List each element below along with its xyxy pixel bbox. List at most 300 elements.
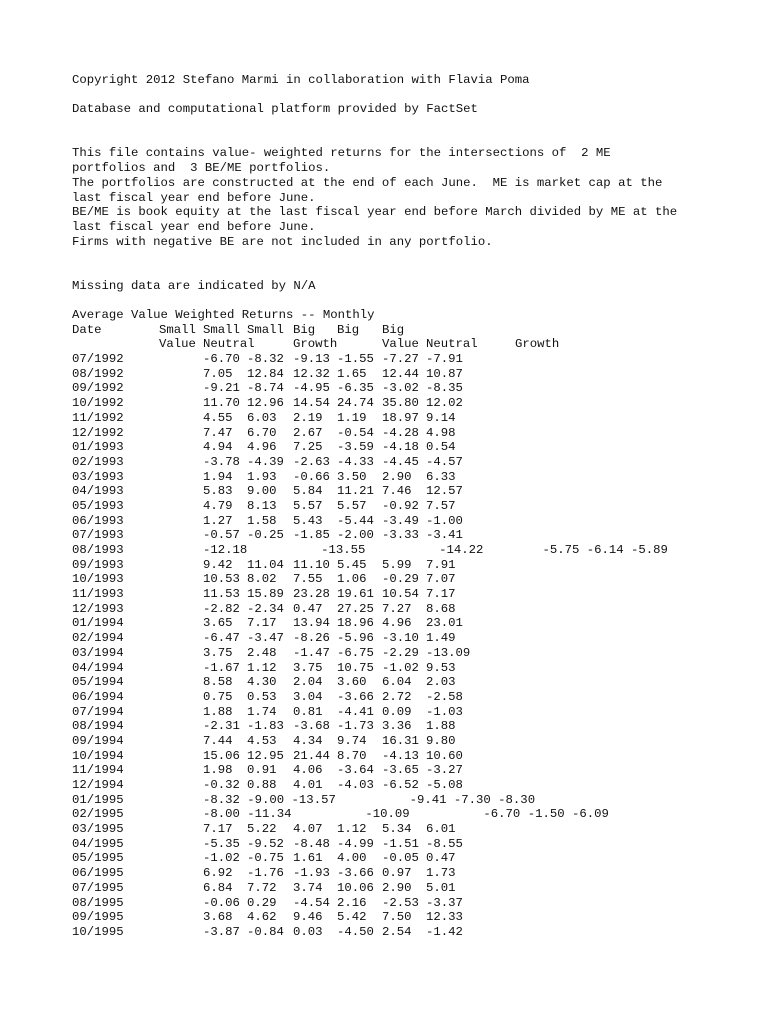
date-cell: 07/1995	[72, 880, 124, 895]
value-cell: -1.51	[382, 836, 419, 851]
value-cell: 0.91	[247, 763, 277, 778]
table-row	[72, 719, 752, 734]
value-cell: 3.04	[293, 689, 323, 704]
value-cell: 6.01	[426, 822, 456, 837]
table-row	[72, 646, 752, 661]
value-cell: 1.94	[203, 469, 233, 484]
description-block	[72, 146, 752, 249]
value-cell: -3.78	[203, 454, 240, 469]
value-cell: -1.76	[247, 866, 284, 881]
value-cell: -4.50	[337, 924, 374, 939]
table-row	[72, 367, 752, 382]
value-cell: -8.26	[293, 631, 330, 646]
value-cell: -7.91	[426, 352, 463, 367]
value-cell: -8.32	[247, 352, 284, 367]
value-cell: 6.70	[247, 425, 277, 440]
value-cell: 13.94	[293, 616, 330, 631]
value-cell: 19.61	[337, 587, 374, 602]
value-cell: -1.03	[426, 704, 463, 719]
value-cell: 5.99	[382, 557, 412, 572]
table-row	[72, 705, 752, 720]
value-cell: 1.27	[203, 513, 233, 528]
description-line: last fiscal year end before June.	[72, 219, 316, 234]
value-cell: 3.74	[293, 880, 323, 895]
column-header: Growth	[515, 337, 560, 352]
value-cell: -4.03	[337, 778, 374, 793]
value-cell: 0.29	[247, 895, 277, 910]
table-row	[72, 543, 752, 558]
value-cell: 1.49	[426, 631, 456, 646]
value-cell: 12.32	[293, 366, 330, 381]
value-cell: 5.57	[293, 498, 323, 513]
description-line: This file contains value- weighted returns for the intersections of 2 ME	[72, 146, 611, 161]
date-cell: 10/1993	[72, 572, 124, 587]
value-cell: 8.70	[337, 748, 367, 763]
date-cell: 12/1992	[72, 425, 124, 440]
date-cell: 10/1995	[72, 924, 124, 939]
value-cell: 9.14	[426, 410, 456, 425]
value-cell: 11.53	[203, 587, 240, 602]
value-cell: 11.21	[337, 484, 374, 499]
table-row	[72, 807, 752, 822]
value-cell: 0.47	[426, 851, 456, 866]
copyright-line: Copyright 2012 Stefano Marmi in collaboration with Flavia Poma	[72, 73, 530, 87]
table-row	[72, 631, 752, 646]
value-cell: -8.48	[293, 836, 330, 851]
value-cell: -5.35	[203, 836, 240, 851]
value-cell: 0.03	[293, 924, 323, 939]
value-cell: -5.44	[337, 513, 374, 528]
value-cell: 2.48	[247, 645, 277, 660]
value-cell: 7.46	[382, 484, 412, 499]
value-cell: 12.57	[426, 484, 463, 499]
value-cell: -3.02	[382, 381, 419, 396]
table-row	[72, 499, 752, 514]
value-cell: 21.44	[293, 748, 330, 763]
description-line: portfolios and 3 BE/ME portfolios.	[72, 161, 331, 176]
value-cell: -0.84	[247, 924, 284, 939]
value-cell: -4.95	[293, 381, 330, 396]
value-cell: -9.13	[293, 352, 330, 367]
value-cell: 15.06	[203, 748, 240, 763]
value-cell: -8.35	[426, 381, 463, 396]
date-cell: 02/1995	[72, 807, 124, 822]
table-row	[72, 690, 752, 705]
value-cell: -3.37	[426, 895, 463, 910]
date-cell: 06/1994	[72, 689, 124, 704]
value-cell: 4.79	[203, 498, 233, 513]
table-row	[72, 352, 752, 367]
value-cell: -4.54	[293, 895, 330, 910]
value-cell: 7.17	[203, 822, 233, 837]
date-cell: 11/1992	[72, 410, 124, 425]
value-cell: -5.08	[426, 778, 463, 793]
value-cell: -0.05	[382, 851, 419, 866]
value-cell: 2.19	[293, 410, 323, 425]
value-cell: -4.57	[426, 454, 463, 469]
value-cell: -0.66	[293, 469, 330, 484]
value-cell: -3.68	[293, 719, 330, 734]
value-cell: 4.30	[247, 675, 277, 690]
table-row	[72, 749, 752, 764]
value-cell: 27.25	[337, 601, 374, 616]
value-cell: -2.29	[382, 645, 419, 660]
table-row	[72, 440, 752, 455]
value-cell: 4.96	[382, 616, 412, 631]
value-cell: 5.22	[247, 822, 277, 837]
value-cell: -1.00	[426, 513, 463, 528]
table-row	[72, 616, 752, 631]
value-cell: 3.60	[337, 675, 367, 690]
column-header: Small	[203, 322, 240, 337]
date-cell: 01/1995	[72, 792, 124, 807]
value-cell: 3.50	[337, 469, 367, 484]
value-cell: 0.47	[293, 601, 323, 616]
table-row	[72, 866, 752, 881]
value-cell: -4.99	[337, 836, 374, 851]
document-page	[72, 73, 752, 940]
description-line: The portfolios are constructed at the end of each June. ME is market cap at the	[72, 175, 663, 190]
value-cell: 2.04	[293, 675, 323, 690]
value-cell: 9.80	[426, 733, 456, 748]
value-cell: 9.00	[247, 484, 277, 499]
value-cell: -8.00 -11.34 -10.09 -6.70 -1.50 -6.09	[203, 807, 609, 822]
date-cell: 07/1993	[72, 528, 124, 543]
value-cell: 4.96	[247, 440, 277, 455]
date-cell: 11/1993	[72, 587, 124, 602]
table-row	[72, 822, 752, 837]
value-cell: 1.73	[426, 866, 456, 881]
description-line: last fiscal year end before June.	[72, 190, 316, 205]
date-cell: 03/1995	[72, 822, 124, 837]
date-cell: 08/1993	[72, 543, 124, 558]
date-cell: 05/1994	[72, 675, 124, 690]
value-cell: -4.45	[382, 454, 419, 469]
table-row	[72, 925, 752, 940]
value-cell: 12.02	[426, 396, 463, 411]
table-row	[72, 778, 752, 793]
value-cell: -6.70	[203, 352, 240, 367]
value-cell: -1.85	[293, 528, 330, 543]
value-cell: -1.47	[293, 645, 330, 660]
table-row	[72, 837, 752, 852]
value-cell: 0.53	[247, 689, 277, 704]
platform-line: Database and computational platform provided by FactSet	[72, 102, 478, 117]
value-cell: -9.21	[203, 381, 240, 396]
value-cell: 18.97	[382, 410, 419, 425]
value-cell: 1.58	[247, 513, 277, 528]
table-row	[72, 896, 752, 911]
value-cell: 12.33	[426, 910, 463, 925]
value-cell: 11.04	[247, 557, 284, 572]
value-cell: 3.65	[203, 616, 233, 631]
value-cell: -2.00	[337, 528, 374, 543]
value-cell: -8.74	[247, 381, 284, 396]
value-cell: -8.55	[426, 836, 463, 851]
date-cell: 05/1993	[72, 498, 124, 513]
value-cell: 1.12	[337, 822, 367, 837]
date-cell: 02/1994	[72, 631, 124, 646]
date-cell: 10/1994	[72, 748, 124, 763]
value-cell: 11.10	[293, 557, 330, 572]
column-header: Big	[382, 322, 405, 337]
value-cell: -3.64	[337, 763, 374, 778]
value-cell: -0.29	[382, 572, 419, 587]
value-cell: -3.10	[382, 631, 419, 646]
value-cell: 7.47	[203, 425, 233, 440]
value-cell: 1.74	[247, 704, 277, 719]
value-cell: -3.47	[247, 631, 284, 646]
table-row	[72, 734, 752, 749]
value-cell: -6.52	[382, 778, 419, 793]
value-cell: -4.41	[337, 704, 374, 719]
value-cell: 1.93	[247, 469, 277, 484]
value-cell: 12.95	[247, 748, 284, 763]
value-cell: 1.61	[293, 851, 323, 866]
value-cell: -0.54	[337, 425, 374, 440]
date-cell: 08/1994	[72, 719, 124, 734]
value-cell: -8.32 -9.00 -13.57 -9.41 -7.30 -8.30	[203, 792, 536, 807]
table-header-row-2	[72, 337, 752, 352]
date-cell: 04/1993	[72, 484, 124, 499]
value-cell: 3.68	[203, 910, 233, 925]
table-row	[72, 661, 752, 676]
value-cell: 5.83	[203, 484, 233, 499]
value-cell: 4.34	[293, 733, 323, 748]
value-cell: 2.16	[337, 895, 367, 910]
date-cell: 09/1992	[72, 381, 124, 396]
value-cell: 1.06	[337, 572, 367, 587]
value-cell: 7.25	[293, 440, 323, 455]
value-cell: -3.27	[426, 763, 463, 778]
table-row	[72, 411, 752, 426]
value-cell: 6.04	[382, 675, 412, 690]
value-cell: 5.34	[382, 822, 412, 837]
value-cell: 5.43	[293, 513, 323, 528]
date-cell: 09/1994	[72, 733, 124, 748]
value-cell: -0.06	[203, 895, 240, 910]
date-cell: 04/1994	[72, 660, 124, 675]
value-cell: -2.82	[203, 601, 240, 616]
table-row	[72, 675, 752, 690]
value-cell: 9.46	[293, 910, 323, 925]
value-cell: 35.80	[382, 396, 419, 411]
value-cell: 12.44	[382, 366, 419, 381]
value-cell: 4.53	[247, 733, 277, 748]
value-cell: 4.07	[293, 822, 323, 837]
value-cell: -4.13	[382, 748, 419, 763]
value-cell: 10.75	[337, 660, 374, 675]
value-cell: 0.09	[382, 704, 412, 719]
value-cell: 14.54	[293, 396, 330, 411]
value-cell: 2.03	[426, 675, 456, 690]
value-cell: -2.31	[203, 719, 240, 734]
value-cell: 0.75	[203, 689, 233, 704]
value-cell: -0.92	[382, 498, 419, 513]
value-cell: -2.53	[382, 895, 419, 910]
value-cell: 4.06	[293, 763, 323, 778]
value-cell: -9.52	[247, 836, 284, 851]
value-cell: 1.88	[203, 704, 233, 719]
column-header: Neutral	[203, 337, 255, 352]
value-cell: 4.00	[337, 851, 367, 866]
date-cell: 01/1994	[72, 616, 124, 631]
value-cell: -13.09	[426, 645, 471, 660]
value-cell: 5.42	[337, 910, 367, 925]
column-header: Neutral	[426, 337, 478, 352]
table-row	[72, 881, 752, 896]
table-row	[72, 528, 752, 543]
value-cell: -2.34	[247, 601, 284, 616]
value-cell: 4.98	[426, 425, 456, 440]
value-cell: -3.66	[337, 866, 374, 881]
value-cell: 18.96	[337, 616, 374, 631]
date-cell: 08/1992	[72, 366, 124, 381]
value-cell: 7.17	[247, 616, 277, 631]
value-cell: 2.72	[382, 689, 412, 704]
value-cell: 7.17	[426, 587, 456, 602]
value-cell: 5.57	[337, 498, 367, 513]
value-cell: 3.75	[293, 660, 323, 675]
value-cell: 5.01	[426, 880, 456, 895]
value-cell: 6.33	[426, 469, 456, 484]
value-cell: -1.93	[293, 866, 330, 881]
value-cell: -1.83	[247, 719, 284, 734]
value-cell: 6.03	[247, 410, 277, 425]
date-cell: 07/1992	[72, 352, 124, 367]
value-cell: 4.01	[293, 778, 323, 793]
value-cell: 16.31	[382, 733, 419, 748]
column-header: Value	[382, 337, 419, 352]
value-cell: -5.96	[337, 631, 374, 646]
column-header: Small	[159, 322, 196, 337]
value-cell: -6.35	[337, 381, 374, 396]
value-cell: 1.19	[337, 410, 367, 425]
value-cell: 6.92	[203, 866, 233, 881]
value-cell: 0.97	[382, 866, 412, 881]
missing-data-note: Missing data are indicated by N/A	[72, 278, 316, 293]
value-cell: -3.49	[382, 513, 419, 528]
date-cell: 12/1993	[72, 601, 124, 616]
table-header-row-1	[72, 323, 752, 338]
table-row	[72, 793, 752, 808]
value-cell: 8.68	[426, 601, 456, 616]
value-cell: -2.63	[293, 454, 330, 469]
value-cell: 7.55	[293, 572, 323, 587]
description-line: Firms with negative BE are not included in any portfolio.	[72, 234, 493, 249]
value-cell: 7.27	[382, 601, 412, 616]
value-cell: 12.84	[247, 366, 284, 381]
value-cell: 2.67	[293, 425, 323, 440]
table-row	[72, 851, 752, 866]
date-cell: 03/1994	[72, 645, 124, 660]
column-header: Big	[293, 322, 316, 337]
value-cell: 10.54	[382, 587, 419, 602]
value-cell: 7.07	[426, 572, 456, 587]
value-cell: -12.18 -13.55 -14.22 -5.75 -6.14 -5.89	[203, 543, 668, 558]
date-cell: 06/1993	[72, 513, 124, 528]
value-cell: -1.02	[203, 851, 240, 866]
value-cell: 4.55	[203, 410, 233, 425]
table-row	[72, 470, 752, 485]
table-body	[72, 352, 752, 940]
value-cell: 10.60	[426, 748, 463, 763]
column-header: Growth	[293, 337, 338, 352]
value-cell: -4.18	[382, 440, 419, 455]
value-cell: 0.54	[426, 440, 456, 455]
value-cell: 5.84	[293, 484, 323, 499]
value-cell: 2.54	[382, 924, 412, 939]
value-cell: -4.39	[247, 454, 284, 469]
column-header: Value	[159, 337, 196, 352]
table-row	[72, 558, 752, 573]
table-row	[72, 910, 752, 925]
value-cell: 2.90	[382, 880, 412, 895]
table-row	[72, 426, 752, 441]
value-cell: 4.94	[203, 440, 233, 455]
value-cell: -1.73	[337, 719, 374, 734]
table-row	[72, 396, 752, 411]
date-cell: 10/1992	[72, 396, 124, 411]
value-cell: 10.53	[203, 572, 240, 587]
value-cell: -1.67	[203, 660, 240, 675]
value-cell: 7.05	[203, 366, 233, 381]
value-cell: 8.02	[247, 572, 277, 587]
value-cell: -4.33	[337, 454, 374, 469]
value-cell: 2.90	[382, 469, 412, 484]
value-cell: 10.87	[426, 366, 463, 381]
value-cell: 7.57	[426, 498, 456, 513]
value-cell: 7.91	[426, 557, 456, 572]
value-cell: 1.98	[203, 763, 233, 778]
value-cell: -1.42	[426, 924, 463, 939]
value-cell: 4.62	[247, 910, 277, 925]
column-header: Big	[337, 322, 360, 337]
value-cell: 7.44	[203, 733, 233, 748]
date-cell: 06/1995	[72, 866, 124, 881]
column-header: Date	[72, 322, 102, 337]
date-cell: 07/1994	[72, 704, 124, 719]
value-cell: 24.74	[337, 396, 374, 411]
value-cell: -3.41	[426, 528, 463, 543]
column-header: Small	[247, 322, 284, 337]
value-cell: 0.88	[247, 778, 277, 793]
value-cell: 5.45	[337, 557, 367, 572]
value-cell: 11.70	[203, 396, 240, 411]
date-cell: 11/1994	[72, 763, 124, 778]
table-row	[72, 455, 752, 470]
value-cell: 15.89	[247, 587, 284, 602]
value-cell: -3.33	[382, 528, 419, 543]
value-cell: -3.65	[382, 763, 419, 778]
value-cell: 3.75	[203, 645, 233, 660]
date-cell: 08/1995	[72, 895, 124, 910]
value-cell: -0.32	[203, 778, 240, 793]
value-cell: -3.66	[337, 689, 374, 704]
table-row	[72, 587, 752, 602]
table-row	[72, 484, 752, 499]
table-row	[72, 381, 752, 396]
value-cell: 9.74	[337, 733, 367, 748]
date-cell: 02/1993	[72, 454, 124, 469]
value-cell: 7.72	[247, 880, 277, 895]
table-row	[72, 602, 752, 617]
value-cell: -3.87	[203, 924, 240, 939]
value-cell: 6.84	[203, 880, 233, 895]
value-cell: -3.59	[337, 440, 374, 455]
value-cell: 1.12	[247, 660, 277, 675]
value-cell: 7.50	[382, 910, 412, 925]
